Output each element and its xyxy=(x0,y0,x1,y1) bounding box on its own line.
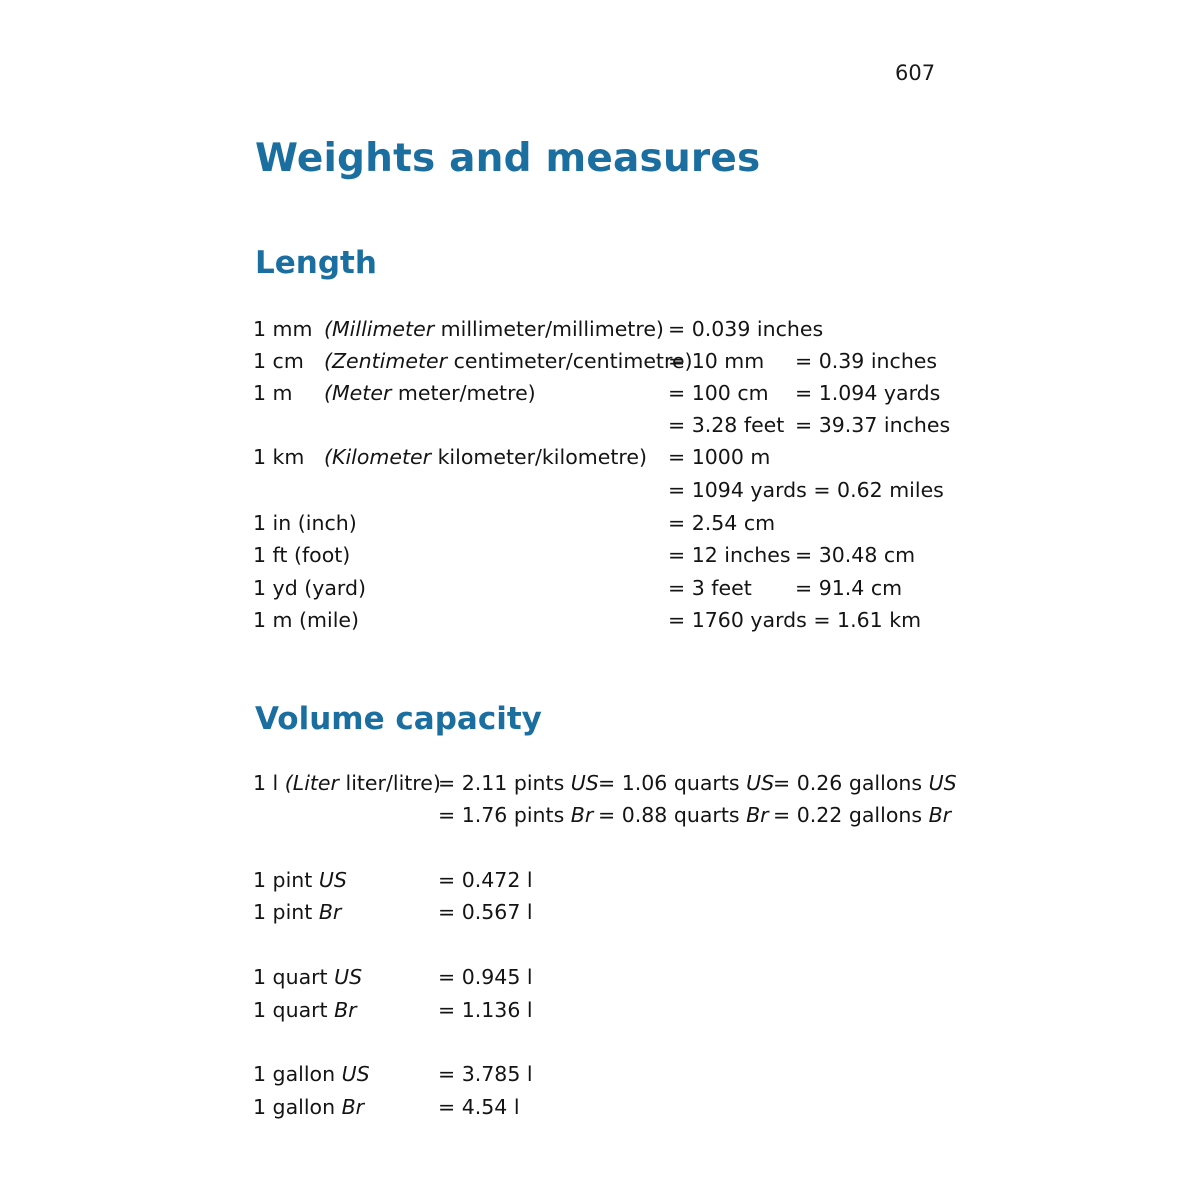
length-equivalent-1: = 1760 yards = 1.61 km xyxy=(668,608,922,632)
page-title: Weights and measures xyxy=(255,136,761,181)
length-equivalent-1: = 0.039 inches xyxy=(668,317,824,341)
liter-row-us xyxy=(0,768,1200,798)
length-unit: 1 in (inch) xyxy=(253,511,357,535)
length-row-m xyxy=(0,378,1200,408)
liter-pints-us: = 2.11 pints US xyxy=(438,771,599,795)
length-equivalent-2: = 30.48 cm xyxy=(795,543,916,567)
length-description xyxy=(324,378,536,408)
length-row-inch xyxy=(0,508,1200,538)
length-equivalent-2: = 91.4 cm xyxy=(795,576,903,600)
length-description xyxy=(324,442,647,472)
volume-value: = 0.472 l xyxy=(438,868,533,892)
length-equivalent-2: = 1.094 yards xyxy=(795,381,941,405)
german-term: (Liter xyxy=(284,771,339,795)
length-equivalent-1: = 3 feet xyxy=(668,576,752,600)
length-equivalent-1: = 1094 yards = 0.62 miles xyxy=(668,478,944,502)
volume-value: = 4.54 l xyxy=(438,1095,520,1119)
volume-unit: 1 pint US xyxy=(253,868,347,892)
volume-row-quart-us xyxy=(0,962,1200,992)
length-row-foot xyxy=(0,540,1200,570)
length-row-mm xyxy=(0,314,1200,344)
german-term: (Zentimeter xyxy=(324,349,448,373)
english-term: meter/metre) xyxy=(391,381,536,405)
length-description xyxy=(324,314,664,344)
liter-label: 1 l (Liter liter/litre) xyxy=(253,771,441,795)
length-unit: 1 km xyxy=(253,445,305,469)
english-term: centimeter/centimetre) xyxy=(447,349,693,373)
length-row-km-cont xyxy=(0,475,1200,505)
volume-row-gallon-us xyxy=(0,1059,1200,1089)
volume-unit: 1 quart US xyxy=(253,965,363,989)
volume-row-gallon-br xyxy=(0,1092,1200,1122)
german-term: (Kilometer xyxy=(324,445,432,469)
volume-unit: 1 gallon US xyxy=(253,1062,370,1086)
liter-row-br xyxy=(0,800,1200,830)
length-unit: 1 m (mile) xyxy=(253,608,360,632)
volume-row-pint-br xyxy=(0,897,1200,927)
length-equivalent-1: = 3.28 feet xyxy=(668,413,785,437)
volume-value: = 0.945 l xyxy=(438,965,533,989)
liter-pints-br: = 1.76 pints Br xyxy=(438,803,594,827)
length-unit: 1 cm xyxy=(253,349,304,373)
volume-value: = 3.785 l xyxy=(438,1062,533,1086)
english-term: kilometer/kilometre) xyxy=(431,445,647,469)
length-equivalent-1: = 12 inches xyxy=(668,543,791,567)
length-description xyxy=(324,346,693,376)
length-unit: 1 ft (foot) xyxy=(253,543,351,567)
length-row-km xyxy=(0,442,1200,472)
volume-row-quart-br xyxy=(0,995,1200,1025)
volume-value: = 1.136 l xyxy=(438,998,533,1022)
liter-quarts-br: = 0.88 quarts Br xyxy=(598,803,769,827)
volume-value: = 0.567 l xyxy=(438,900,533,924)
length-equivalent-1: = 100 cm xyxy=(668,381,769,405)
length-equivalent-2: = 39.37 inches xyxy=(795,413,951,437)
length-equivalent-1: = 2.54 cm xyxy=(668,511,776,535)
length-row-cm xyxy=(0,346,1200,376)
liter-quarts-us: = 1.06 quarts US xyxy=(598,771,775,795)
page-number: 607 xyxy=(895,61,936,85)
volume-row-pint-us xyxy=(0,865,1200,895)
length-row-yard xyxy=(0,573,1200,603)
length-equivalent-1: = 1000 m xyxy=(668,445,771,469)
length-heading: Length xyxy=(255,245,377,281)
length-equivalent-2: = 0.39 inches xyxy=(795,349,938,373)
liter-gallons-br: = 0.22 gallons Br xyxy=(773,803,952,827)
length-row-mile xyxy=(0,605,1200,635)
german-term: (Meter xyxy=(324,381,392,405)
volume-unit: 1 gallon Br xyxy=(253,1095,365,1119)
volume-unit: 1 quart Br xyxy=(253,998,357,1022)
english-term: millimeter/millimetre) xyxy=(434,317,664,341)
volume-unit: 1 pint Br xyxy=(253,900,342,924)
length-unit: 1 yd (yard) xyxy=(253,576,366,600)
length-unit: 1 mm xyxy=(253,317,313,341)
liter-gallons-us: = 0.26 gallons US xyxy=(773,771,957,795)
length-equivalent-1: = 10 mm xyxy=(668,349,765,373)
length-row-m-cont xyxy=(0,410,1200,440)
length-unit: 1 m xyxy=(253,381,293,405)
volume-heading: Volume capacity xyxy=(255,701,542,737)
german-term: (Millimeter xyxy=(324,317,435,341)
